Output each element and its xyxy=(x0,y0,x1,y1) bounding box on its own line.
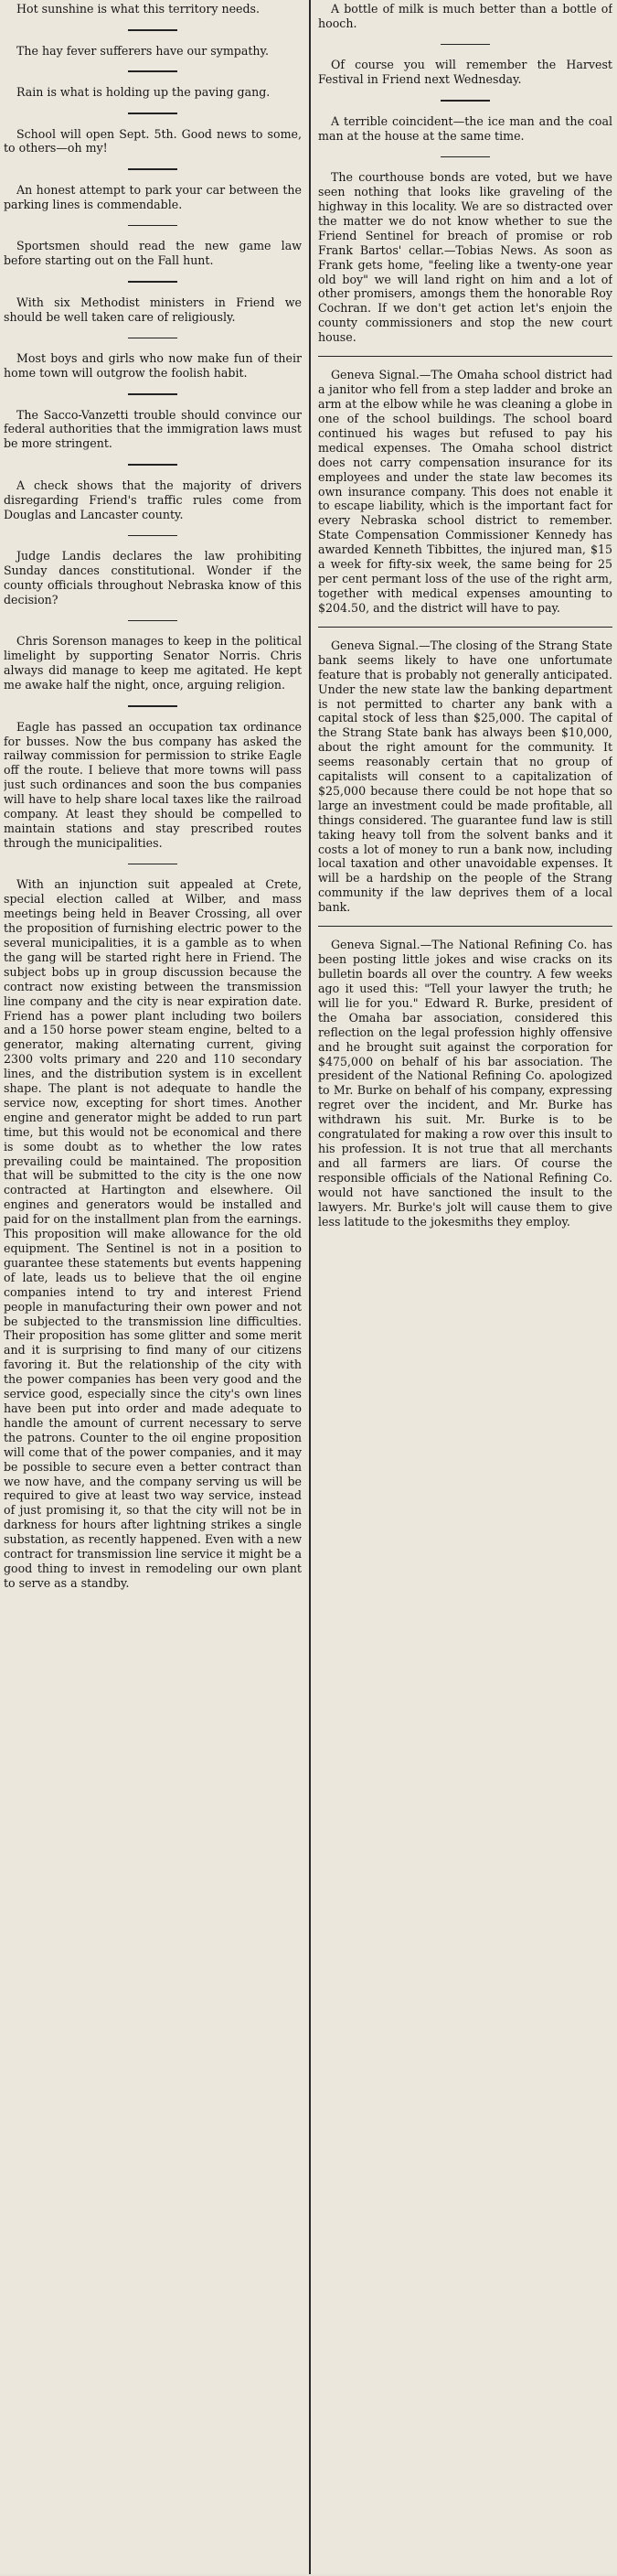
short-divider xyxy=(128,864,177,865)
paragraph: The hay fever sufferers have our sympathy. xyxy=(16,43,269,58)
short-divider xyxy=(128,464,177,466)
paragraph: Geneva Signal.—The closing of the Strang State bank seems likely to have one unfortumate feature that is probably not generally anticipated. Under the new state law the banking department is not permitted to charter any bank with a capital stock of less than $25,000. The capital of the Strang State bank has always been $10,000, about the right amount for the community. It seems reasonably certain that no group of capitalists will consent to a capitalization of $25,000 because there could be not hope that so large an investment could be made profitable, all things considered. The guarantee fund law is still taking heavy toll from the solvent banks and it costs a lot of money to run a bank now, including local taxation and other unavoidable expenses. It will be a hardship on the people of the Strang community if the law deprives them of a local bank. xyxy=(318,638,612,915)
short-divider xyxy=(128,281,177,283)
short-divider xyxy=(128,393,177,395)
paragraph: Hot sunshine is what this territory needs. xyxy=(16,2,261,16)
wide-divider xyxy=(318,926,612,927)
paragraph: A check shows that the majority of drivers disregarding Friend's traffic rules come from Douglas and Lancaster county. xyxy=(4,478,302,521)
short-divider xyxy=(441,100,490,102)
paragraph: An honest attempt to park your car between the parking lines is commendable. xyxy=(4,182,302,211)
short-divider xyxy=(128,225,177,227)
paragraph: Of course you will remember the Harvest Festival in Friend next Wednesday. xyxy=(318,58,612,87)
short-divider xyxy=(128,705,177,707)
right-column xyxy=(318,0,612,2576)
short-divider xyxy=(441,156,490,158)
left-column xyxy=(4,0,302,2576)
paragraph: Geneva Signal.—The Omaha school district had a janitor who fell from a step ladder and broke an arm at the elbow while he was cleaning a globe in one of the school buildings. The school board continued his wages but refused to pay his medical expenses. The Omaha school district does not carry compensation insurance for its employees and under the state law becomes its own insurance company. This does not enable it to escape liability, which is the important fact for every Nebraska school district to remember. State Compensation Commissioner Kennedy has awarded Kenneth Tibbittes, the injured man, $15 a week for fifty-six week, the same being for 25 per cent permant loss of the use of the right arm, together with medical expenses amounting to $204.50, and the district will have to pay. xyxy=(318,368,612,615)
paragraph: Rain is what is holding up the paving gang. xyxy=(16,85,271,99)
short-divider xyxy=(128,29,177,31)
paragraph: Chris Sorenson manages to keep in the political limelight by supporting Senator Norris. Chris always did manage to keep me agitated. He kept me awake half the night, once, arguing religion. xyxy=(4,634,302,692)
paragraph: School will open Sept. 5th. Good news to some, to others—oh my! xyxy=(4,126,302,156)
paragraph: The Sacco-Vanzetti trouble should convince our federal authorities that the immigration laws must be more stringent. xyxy=(4,407,302,451)
paragraph: With six Methodist ministers in Friend we should be well taken care of religiously. xyxy=(4,295,302,324)
paragraph: A terrible coincident—the ice man and the coal man at the house at the same time. xyxy=(318,113,612,143)
paragraph: Most boys and girls who now make fun of their home town will outgrow the foolish habit. xyxy=(4,351,302,381)
column-rule xyxy=(309,0,311,2574)
short-divider xyxy=(128,535,177,537)
wide-divider xyxy=(318,356,612,357)
wide-divider xyxy=(318,627,612,628)
paragraph: With an injunction suit appealed at Crete, special election called at Wilber, and mass meetings being held in Beaver Crossing, all over the proposition of furnishing electric power to the several municipalities, it is a gamble as to when the gang will be started right here in Friend. The subject bobs up in group discussion because the contract now existing between the transmission line company and the city is near expiration date. Friend has a power plant including two boilers and a 150 horse power steam engine, belted to a generator, making alternating current, giving 2300 volts primary and 220 and 110 secondary lines, and the distribution system is in excellent shape. The plant is not adequate to handle the service now, excepting for short times. Another engine and generator might be added to run part time, but this would not be economical and there is some doubt as to whether the low rates prevailing could be maintained. The proposition that will be submitted to the city is the one now contracted at Hartington and elsewhere. Oil engines and generators would be installed and paid for on the installment plan from the earnings. This proposition will make allowance for the old equipment. The Sentinel is not in a position to guarantee these statements but events happening of late, leads us to believe that the oil engine companies intend to try and interest Friend people in manufacturing their own power and not be subjected to the transmission line difficulties. Their proposition has some glitter and some merit and it is surprising to find many of our citizens favoring it. But the relationship of the city with the power companies has been very good and the service good, especially since the city's own lines have been put into order and made adequate to handle the amount of current necessary to serve the patrons. Counter to the oil engine proposition will come that of the power companies, and it may be possible to secure even a better contract than we now have, and the company serving us will be required to give at least two way service, instead of just promising it, so that the city will not be in darkness for hours after lightning strikes a single substation, as recently happened. Even with a new contract for transmission line service it might be a good thing to invest in remodeling our own plant to serve as a standby. xyxy=(4,877,302,1590)
short-divider xyxy=(128,70,177,72)
paragraph: A bottle of milk is much better than a bottle of hooch. xyxy=(318,2,612,30)
paragraph: Geneva Signal.—The National Refining Co. has been posting little jokes and wise cracks on its bulletin boards all over the country. A few weeks ago it used this: "Tell your lawyer the truth; he will lie for you." Edward R. Burke, president of the Omaha bar association, considered this reflection on the legal profession highly offensive and he brought suit against the corporation for $475,000 on behalf of his bar association. The president of the National Refining Co. apologized to Mr. Burke on behalf of his company, expressing regret over the incident, and Mr. Burke has withdrawn his suit. Mr. Burke is to be congratulated for making a row over this insult to his profession. It is not true that all merchants and all farmers are liars. Of course the responsible officials of the National Refining Co. would not have sanctioned the insult to the lawyers. Mr. Burke's jolt will cause them to give less latitude to the jokesmiths they employ. xyxy=(318,938,612,1229)
paragraph: The courthouse bonds are voted, but we have seen nothing that looks like graveling of the highway in this locality. We are so distracted over the matter we do not know whether to sue the Friend Sentinel for breach of promise or rob Frank Bartos' cellar.—Tobias News. As soon as Frank gets home, "feeling like a twenty-one year old boy" we will land right on him and a lot of other promisers, amongs them the honorable Roy Cochran. If we don't get action let's enjoin the county commissioners and stop the new court house. xyxy=(318,170,612,345)
paragraph: Judge Landis declares the law prohibiting Sunday dances constitutional. Wonder if the county officials throughout Nebraska know of this decision? xyxy=(4,549,302,606)
short-divider xyxy=(128,620,177,622)
short-divider xyxy=(128,113,177,114)
short-divider xyxy=(441,44,490,46)
paragraph: Sportsmen should read the new game law before starting out on the Fall hunt. xyxy=(4,239,302,268)
short-divider xyxy=(128,168,177,170)
paragraph: Eagle has passed an occupation tax ordinance for busses. Now the bus company has asked the railway commission for permission to strike Eagle off the route. I believe that more towns will pass just such ordinances and soon the bus companies will have to help share local taxes like the railroad company. At least they should be compelled to maintain stations and stay prescribed routes through the municipalities. xyxy=(4,719,302,850)
short-divider xyxy=(128,338,177,339)
